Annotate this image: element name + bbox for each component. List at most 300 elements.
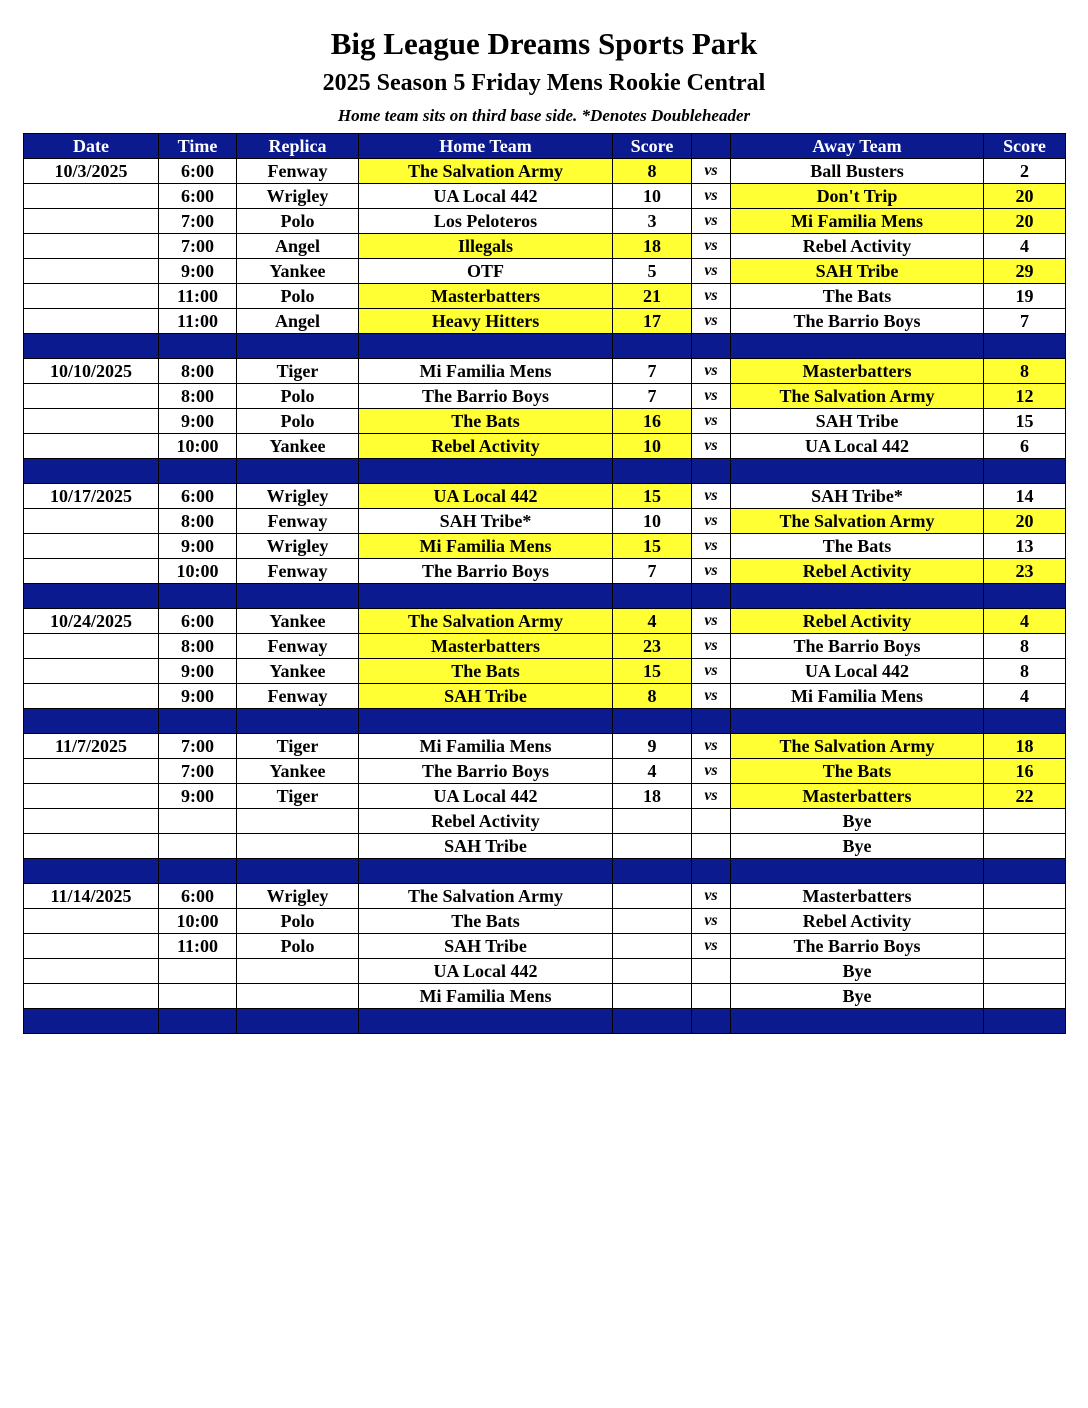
time-cell: 8:00 (159, 359, 237, 384)
separator-cell (359, 709, 613, 734)
home-score-cell: 15 (613, 659, 692, 684)
page-title: Big League Dreams Sports Park (330, 26, 758, 61)
time-cell: 9:00 (159, 784, 237, 809)
away-score-cell: 12 (984, 384, 1066, 409)
away-score-cell: 22 (984, 784, 1066, 809)
date-cell (24, 759, 159, 784)
separator-cell (613, 709, 692, 734)
separator-cell (613, 459, 692, 484)
vs-cell: vs (692, 784, 731, 809)
home-score-cell: 7 (613, 384, 692, 409)
header-home-team: Home Team (359, 134, 613, 159)
date-cell (24, 309, 159, 334)
date-cell (24, 434, 159, 459)
vs-cell: vs (692, 184, 731, 209)
separator-cell (159, 859, 237, 884)
separator-cell (237, 859, 359, 884)
away-score-cell: 13 (984, 534, 1066, 559)
separator-cell (237, 459, 359, 484)
table-row (24, 484, 1066, 509)
separator-cell (613, 1009, 692, 1034)
vs-cell: vs (692, 384, 731, 409)
home-team-cell: The Salvation Army (359, 159, 613, 184)
table-row (24, 884, 1066, 909)
separator-cell (24, 709, 159, 734)
vs-cell: vs (692, 509, 731, 534)
away-score-cell: 4 (984, 684, 1066, 709)
table-row (24, 659, 1066, 684)
separator-cell (24, 859, 159, 884)
home-score-cell: 16 (613, 409, 692, 434)
separator-cell (984, 859, 1066, 884)
home-team-cell: Masterbatters (359, 634, 613, 659)
replica-cell: Wrigley (237, 534, 359, 559)
replica-cell: Polo (237, 909, 359, 934)
vs-cell: vs (692, 559, 731, 584)
time-cell: 8:00 (159, 384, 237, 409)
time-cell: 6:00 (159, 159, 237, 184)
date-cell: 10/10/2025 (24, 359, 159, 384)
date-cell: 10/17/2025 (24, 484, 159, 509)
replica-cell: Yankee (237, 434, 359, 459)
home-score-cell: 21 (613, 284, 692, 309)
home-score-cell (613, 884, 692, 909)
time-cell: 9:00 (159, 259, 237, 284)
replica-cell: Yankee (237, 659, 359, 684)
separator-cell (692, 1009, 731, 1034)
date-cell (24, 934, 159, 959)
away-score-cell: 8 (984, 359, 1066, 384)
vs-cell (692, 984, 731, 1009)
table-row (24, 534, 1066, 559)
vs-cell: vs (692, 534, 731, 559)
table-row (24, 159, 1066, 184)
time-cell: 8:00 (159, 634, 237, 659)
separator-cell (731, 709, 984, 734)
vs-cell: vs (692, 734, 731, 759)
table-row (24, 434, 1066, 459)
home-team-cell: The Bats (359, 659, 613, 684)
vs-cell: vs (692, 659, 731, 684)
separator-cell (692, 584, 731, 609)
away-score-cell: 20 (984, 509, 1066, 534)
table-row (24, 609, 1066, 634)
replica-cell: Angel (237, 309, 359, 334)
date-cell (24, 534, 159, 559)
away-score-cell: 2 (984, 159, 1066, 184)
away-score-cell: 6 (984, 434, 1066, 459)
home-score-cell: 18 (613, 234, 692, 259)
away-score-cell: 29 (984, 259, 1066, 284)
vs-cell: vs (692, 909, 731, 934)
separator-cell (24, 459, 159, 484)
time-cell: 11:00 (159, 309, 237, 334)
replica-cell (237, 834, 359, 859)
table-row (24, 409, 1066, 434)
away-score-cell: 8 (984, 634, 1066, 659)
date-cell (24, 784, 159, 809)
away-score-cell (984, 884, 1066, 909)
replica-cell: Wrigley (237, 884, 359, 909)
date-cell (24, 634, 159, 659)
home-score-cell: 10 (613, 434, 692, 459)
away-team-cell: UA Local 442 (731, 434, 984, 459)
away-score-cell: 4 (984, 609, 1066, 634)
separator-cell (159, 1009, 237, 1034)
away-score-cell: 8 (984, 659, 1066, 684)
date-cell (24, 409, 159, 434)
away-score-cell (984, 809, 1066, 834)
home-score-cell: 4 (613, 609, 692, 634)
vs-cell: vs (692, 484, 731, 509)
table-row (24, 259, 1066, 284)
table-row (24, 684, 1066, 709)
away-score-cell: 14 (984, 484, 1066, 509)
away-team-cell: The Barrio Boys (731, 634, 984, 659)
table-row (24, 984, 1066, 1009)
table-row (24, 284, 1066, 309)
separator-cell (613, 334, 692, 359)
separator-cell (237, 1009, 359, 1034)
separator-cell (984, 584, 1066, 609)
away-team-cell: Bye (731, 834, 984, 859)
date-cell: 11/14/2025 (24, 884, 159, 909)
replica-cell: Tiger (237, 734, 359, 759)
separator-cell (359, 859, 613, 884)
week-separator-row (24, 709, 1066, 734)
home-team-cell: UA Local 442 (359, 959, 613, 984)
time-cell: 6:00 (159, 184, 237, 209)
away-score-cell (984, 959, 1066, 984)
separator-cell (984, 1009, 1066, 1034)
date-cell (24, 209, 159, 234)
separator-cell (359, 1009, 613, 1034)
separator-cell (692, 334, 731, 359)
home-score-cell: 7 (613, 359, 692, 384)
vs-cell: vs (692, 209, 731, 234)
replica-cell: Polo (237, 384, 359, 409)
header-away-team: Away Team (731, 134, 984, 159)
table-row (24, 809, 1066, 834)
home-team-cell: SAH Tribe (359, 834, 613, 859)
time-cell: 6:00 (159, 609, 237, 634)
home-score-cell (613, 959, 692, 984)
home-team-cell: Rebel Activity (359, 809, 613, 834)
replica-cell: Wrigley (237, 484, 359, 509)
time-cell: 9:00 (159, 534, 237, 559)
vs-cell (692, 834, 731, 859)
separator-cell (731, 459, 984, 484)
replica-cell: Polo (237, 409, 359, 434)
away-team-cell: Rebel Activity (731, 909, 984, 934)
away-team-cell: The Salvation Army (731, 384, 984, 409)
away-team-cell: Rebel Activity (731, 559, 984, 584)
home-team-cell: Los Peloteros (359, 209, 613, 234)
vs-cell: vs (692, 759, 731, 784)
home-score-cell: 23 (613, 634, 692, 659)
table-row (24, 784, 1066, 809)
away-team-cell: SAH Tribe* (731, 484, 984, 509)
separator-cell (731, 584, 984, 609)
home-team-cell: SAH Tribe (359, 934, 613, 959)
replica-cell: Yankee (237, 759, 359, 784)
replica-cell: Yankee (237, 609, 359, 634)
separator-cell (692, 709, 731, 734)
vs-cell: vs (692, 234, 731, 259)
separator-cell (237, 334, 359, 359)
table-row (24, 834, 1066, 859)
date-cell (24, 384, 159, 409)
header-date: Date (24, 134, 159, 159)
home-score-cell (613, 909, 692, 934)
away-team-cell: Ball Busters (731, 159, 984, 184)
table-row (24, 234, 1066, 259)
away-score-cell: 16 (984, 759, 1066, 784)
date-cell (24, 809, 159, 834)
away-score-cell: 7 (984, 309, 1066, 334)
home-team-cell: OTF (359, 259, 613, 284)
header-row (24, 134, 1066, 159)
home-score-cell: 17 (613, 309, 692, 334)
date-cell (24, 184, 159, 209)
home-score-cell (613, 834, 692, 859)
away-team-cell: The Barrio Boys (731, 309, 984, 334)
time-cell: 7:00 (159, 734, 237, 759)
home-score-cell: 3 (613, 209, 692, 234)
replica-cell (237, 984, 359, 1009)
away-team-cell: Masterbatters (731, 359, 984, 384)
header-time: Time (159, 134, 237, 159)
home-score-cell: 18 (613, 784, 692, 809)
separator-cell (159, 584, 237, 609)
home-team-cell: SAH Tribe (359, 684, 613, 709)
vs-cell: vs (692, 934, 731, 959)
away-score-cell (984, 834, 1066, 859)
away-score-cell: 19 (984, 284, 1066, 309)
date-cell (24, 559, 159, 584)
date-cell (24, 684, 159, 709)
date-cell (24, 909, 159, 934)
time-cell (159, 809, 237, 834)
home-score-cell (613, 934, 692, 959)
time-cell: 7:00 (159, 759, 237, 784)
away-team-cell: Masterbatters (731, 884, 984, 909)
table-row (24, 309, 1066, 334)
time-cell: 6:00 (159, 484, 237, 509)
separator-cell (984, 459, 1066, 484)
separator-cell (692, 859, 731, 884)
table-row (24, 509, 1066, 534)
vs-cell: vs (692, 284, 731, 309)
replica-cell: Fenway (237, 509, 359, 534)
separator-cell (613, 859, 692, 884)
table-row (24, 559, 1066, 584)
vs-cell: vs (692, 609, 731, 634)
home-score-cell (613, 809, 692, 834)
separator-cell (692, 459, 731, 484)
separator-cell (24, 334, 159, 359)
table-row (24, 909, 1066, 934)
home-team-cell: The Salvation Army (359, 884, 613, 909)
vs-cell: vs (692, 684, 731, 709)
time-cell: 7:00 (159, 209, 237, 234)
date-cell (24, 509, 159, 534)
away-team-cell: UA Local 442 (731, 659, 984, 684)
replica-cell: Yankee (237, 259, 359, 284)
table-row (24, 209, 1066, 234)
home-team-cell: Rebel Activity (359, 434, 613, 459)
vs-cell: vs (692, 409, 731, 434)
home-team-cell: Mi Familia Mens (359, 359, 613, 384)
away-score-cell: 20 (984, 184, 1066, 209)
vs-cell: vs (692, 634, 731, 659)
separator-cell (159, 334, 237, 359)
schedule-body (24, 159, 1066, 1034)
header-home-score: Score (613, 134, 692, 159)
away-team-cell: Rebel Activity (731, 609, 984, 634)
home-score-cell: 15 (613, 484, 692, 509)
week-separator-row (24, 459, 1066, 484)
date-cell (24, 659, 159, 684)
home-score-cell: 8 (613, 684, 692, 709)
table-row (24, 184, 1066, 209)
home-team-cell: Illegals (359, 234, 613, 259)
replica-cell (237, 809, 359, 834)
time-cell: 7:00 (159, 234, 237, 259)
separator-cell (359, 459, 613, 484)
home-team-cell: The Salvation Army (359, 609, 613, 634)
date-cell (24, 259, 159, 284)
home-team-cell: UA Local 442 (359, 784, 613, 809)
table-row (24, 759, 1066, 784)
header-replica: Replica (237, 134, 359, 159)
time-cell: 10:00 (159, 434, 237, 459)
date-cell: 11/7/2025 (24, 734, 159, 759)
away-team-cell: The Salvation Army (731, 734, 984, 759)
vs-cell (692, 959, 731, 984)
home-team-cell: The Barrio Boys (359, 759, 613, 784)
away-score-cell (984, 909, 1066, 934)
home-team-cell: Heavy Hitters (359, 309, 613, 334)
away-score-cell: 23 (984, 559, 1066, 584)
table-row (24, 934, 1066, 959)
home-team-cell: SAH Tribe* (359, 509, 613, 534)
separator-cell (237, 584, 359, 609)
away-score-cell: 18 (984, 734, 1066, 759)
home-team-cell: The Barrio Boys (359, 384, 613, 409)
away-score-cell: 4 (984, 234, 1066, 259)
time-cell: 9:00 (159, 659, 237, 684)
home-score-cell: 5 (613, 259, 692, 284)
home-score-cell: 9 (613, 734, 692, 759)
replica-cell: Tiger (237, 784, 359, 809)
separator-cell (359, 334, 613, 359)
replica-cell (237, 959, 359, 984)
home-team-cell: The Bats (359, 409, 613, 434)
home-team-cell: UA Local 442 (359, 184, 613, 209)
away-team-cell: Masterbatters (731, 784, 984, 809)
date-cell (24, 284, 159, 309)
away-team-cell: Bye (731, 959, 984, 984)
time-cell: 10:00 (159, 559, 237, 584)
away-score-cell (984, 934, 1066, 959)
vs-cell: vs (692, 434, 731, 459)
away-team-cell: Don't Trip (731, 184, 984, 209)
table-row (24, 384, 1066, 409)
vs-cell: vs (692, 259, 731, 284)
date-cell: 10/3/2025 (24, 159, 159, 184)
time-cell: 11:00 (159, 284, 237, 309)
table-row (24, 959, 1066, 984)
time-cell (159, 834, 237, 859)
away-team-cell: Mi Familia Mens (731, 684, 984, 709)
away-team-cell: SAH Tribe (731, 259, 984, 284)
replica-cell: Polo (237, 209, 359, 234)
separator-cell (731, 334, 984, 359)
date-cell (24, 234, 159, 259)
away-score-cell: 20 (984, 209, 1066, 234)
replica-cell: Fenway (237, 559, 359, 584)
home-team-cell: Mi Familia Mens (359, 984, 613, 1009)
week-separator-row (24, 859, 1066, 884)
time-cell: 11:00 (159, 934, 237, 959)
away-team-cell: The Salvation Army (731, 509, 984, 534)
separator-cell (731, 1009, 984, 1034)
time-cell (159, 959, 237, 984)
away-team-cell: Rebel Activity (731, 234, 984, 259)
replica-cell: Fenway (237, 684, 359, 709)
away-team-cell: The Bats (731, 759, 984, 784)
replica-cell: Angel (237, 234, 359, 259)
away-team-cell: Bye (731, 809, 984, 834)
home-team-cell: The Barrio Boys (359, 559, 613, 584)
date-cell (24, 984, 159, 1009)
week-separator-row (24, 334, 1066, 359)
schedule-note: Home team sits on third base side. *Denotes Doubleheader (337, 106, 751, 125)
separator-cell (984, 334, 1066, 359)
away-team-cell: Bye (731, 984, 984, 1009)
replica-cell: Polo (237, 284, 359, 309)
away-team-cell: Mi Familia Mens (731, 209, 984, 234)
table-row (24, 734, 1066, 759)
separator-cell (159, 459, 237, 484)
separator-cell (984, 709, 1066, 734)
separator-cell (731, 859, 984, 884)
vs-cell: vs (692, 359, 731, 384)
date-cell: 10/24/2025 (24, 609, 159, 634)
vs-cell: vs (692, 159, 731, 184)
time-cell: 10:00 (159, 909, 237, 934)
time-cell: 9:00 (159, 684, 237, 709)
date-cell (24, 834, 159, 859)
separator-cell (24, 584, 159, 609)
replica-cell: Fenway (237, 159, 359, 184)
time-cell: 6:00 (159, 884, 237, 909)
separator-cell (613, 584, 692, 609)
table-row (24, 359, 1066, 384)
schedule-table (23, 133, 1066, 1034)
week-separator-row (24, 584, 1066, 609)
home-team-cell: Masterbatters (359, 284, 613, 309)
separator-cell (359, 584, 613, 609)
home-score-cell: 10 (613, 184, 692, 209)
vs-cell: vs (692, 884, 731, 909)
home-score-cell: 8 (613, 159, 692, 184)
away-team-cell: SAH Tribe (731, 409, 984, 434)
replica-cell: Tiger (237, 359, 359, 384)
table-row (24, 634, 1066, 659)
home-score-cell: 15 (613, 534, 692, 559)
